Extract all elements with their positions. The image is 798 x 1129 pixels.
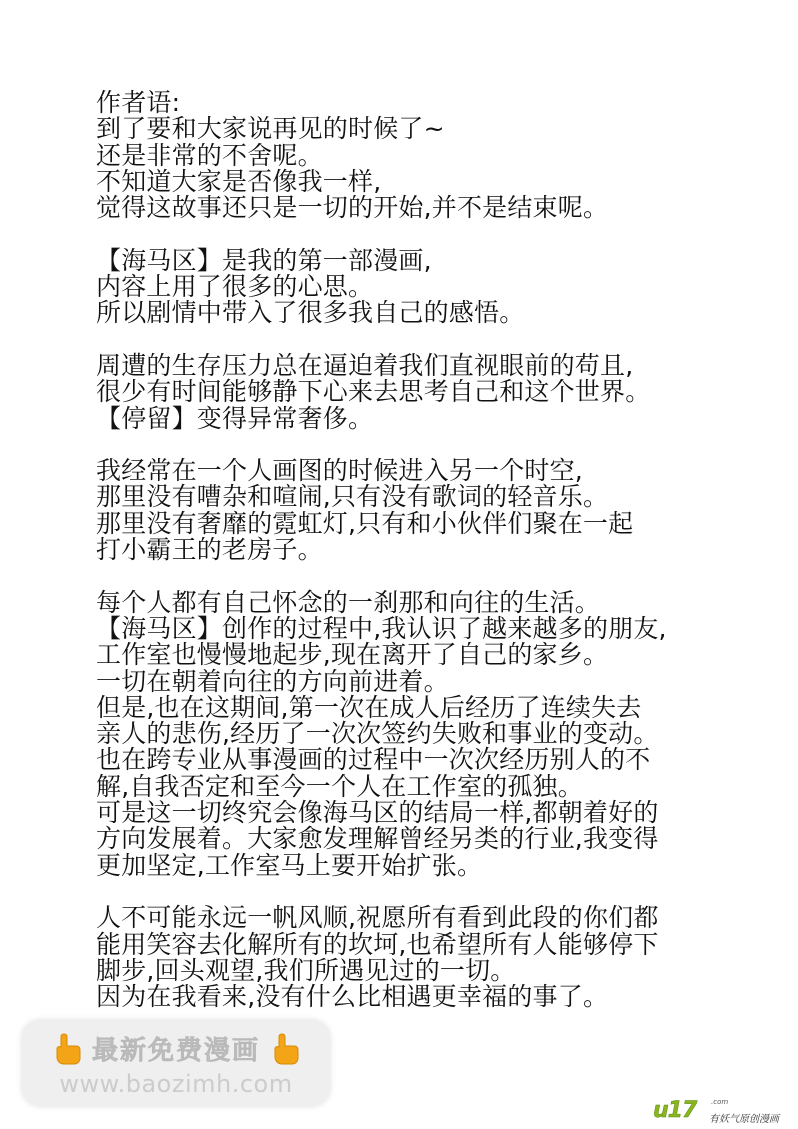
text-line: 也在跨专业从事漫画的过程中一次次经历别人的不	[96, 745, 651, 775]
paragraph	[96, 245, 786, 328]
text-line: 亲人的悲伤,经历了一次次签约失败和事业的变动。	[96, 719, 659, 749]
text-line: 【海马区】是我的第一部漫画,	[96, 245, 432, 275]
text-line: 那里没有奢靡的霓虹灯,只有和小伙伴们聚在一起	[96, 508, 634, 538]
text-line: 作者语:	[96, 88, 181, 117]
logo-tagline: 有妖气原创漫画	[709, 1114, 779, 1125]
text-line: 能用笑容去化解所有的坎坷,也希望所有人能够停下	[96, 929, 659, 959]
watermark-badge	[22, 1020, 330, 1106]
pointing-hand-icon	[270, 1032, 300, 1066]
author-note	[96, 90, 786, 1010]
text-line: 到了要和大家说再见的时候了~	[96, 114, 445, 144]
text-line: 可是这一切终究会像海马区的结局一样,都朝着好的	[96, 798, 659, 828]
text-line: 人不可能永远一帆风顺,祝愿所有看到此段的你们都	[96, 903, 659, 933]
text-line: 【海马区】创作的过程中,我认识了越来越多的朋友,	[96, 613, 667, 643]
watermark-title-row	[22, 1030, 330, 1067]
logo-domain: .com	[711, 1098, 729, 1106]
text-line: 【停留】变得异常奢侈。	[96, 403, 374, 433]
text-line: 一切在朝着向往的方向前进着。	[96, 666, 449, 696]
u17-logo	[653, 1096, 793, 1126]
text-line: 所以剧情中带入了很多我自己的感悟。	[96, 298, 525, 328]
text-line: 还是非常的不舍呢。	[96, 140, 323, 170]
text-line: 周遭的生存压力总在逼迫着我们直视眼前的苟且,	[96, 350, 634, 380]
watermark-url: www.baozimh.com	[59, 1070, 293, 1098]
text-line: 方向发展着。大家愈发理解曾经另类的行业,我变得	[96, 824, 659, 854]
text-line: 更加坚定,工作室马上要开始扩张。	[96, 850, 483, 880]
text-line: 每个人都有自己怀念的一刹那和向往的生活。	[96, 587, 601, 617]
watermark-title: 最新免费漫画	[91, 1036, 260, 1066]
text-line: 我经常在一个人画图的时候进入另一个时空,	[96, 456, 583, 486]
text-line: 觉得这故事还只是一切的开始,并不是结束呢。	[96, 193, 609, 223]
paragraph	[96, 905, 786, 1010]
pointing-hand-icon	[52, 1032, 82, 1066]
text-line: 很少有时间能够静下心来去思考自己和这个世界。	[96, 377, 651, 407]
paragraph	[96, 90, 786, 221]
paragraph	[96, 587, 786, 880]
text-line: 因为在我看来,没有什么比相遇更幸福的事了。	[96, 982, 609, 1012]
text-line: 内容上用了很多的心思。	[96, 272, 374, 302]
logo-mark: u17	[653, 1098, 697, 1123]
paragraph	[96, 350, 786, 433]
text-line: 工作室也慢慢地起步,现在离开了自己的家乡。	[96, 640, 609, 670]
paragraph	[96, 458, 786, 563]
text-line: 不知道大家是否像我一样,	[96, 166, 382, 196]
text-line: 但是,也在这期间,第一次在成人后经历了连续失去	[96, 692, 642, 722]
text-line: 解,自我否定和至今一个人在工作室的孤独。	[96, 771, 583, 801]
text-line: 那里没有嘈杂和喧闹,只有没有歌词的轻音乐。	[96, 482, 609, 512]
text-line: 脚步,回头观望,我们所遇见过的一切。	[96, 955, 516, 985]
text-line: 打小霸王的老房子。	[96, 535, 323, 565]
